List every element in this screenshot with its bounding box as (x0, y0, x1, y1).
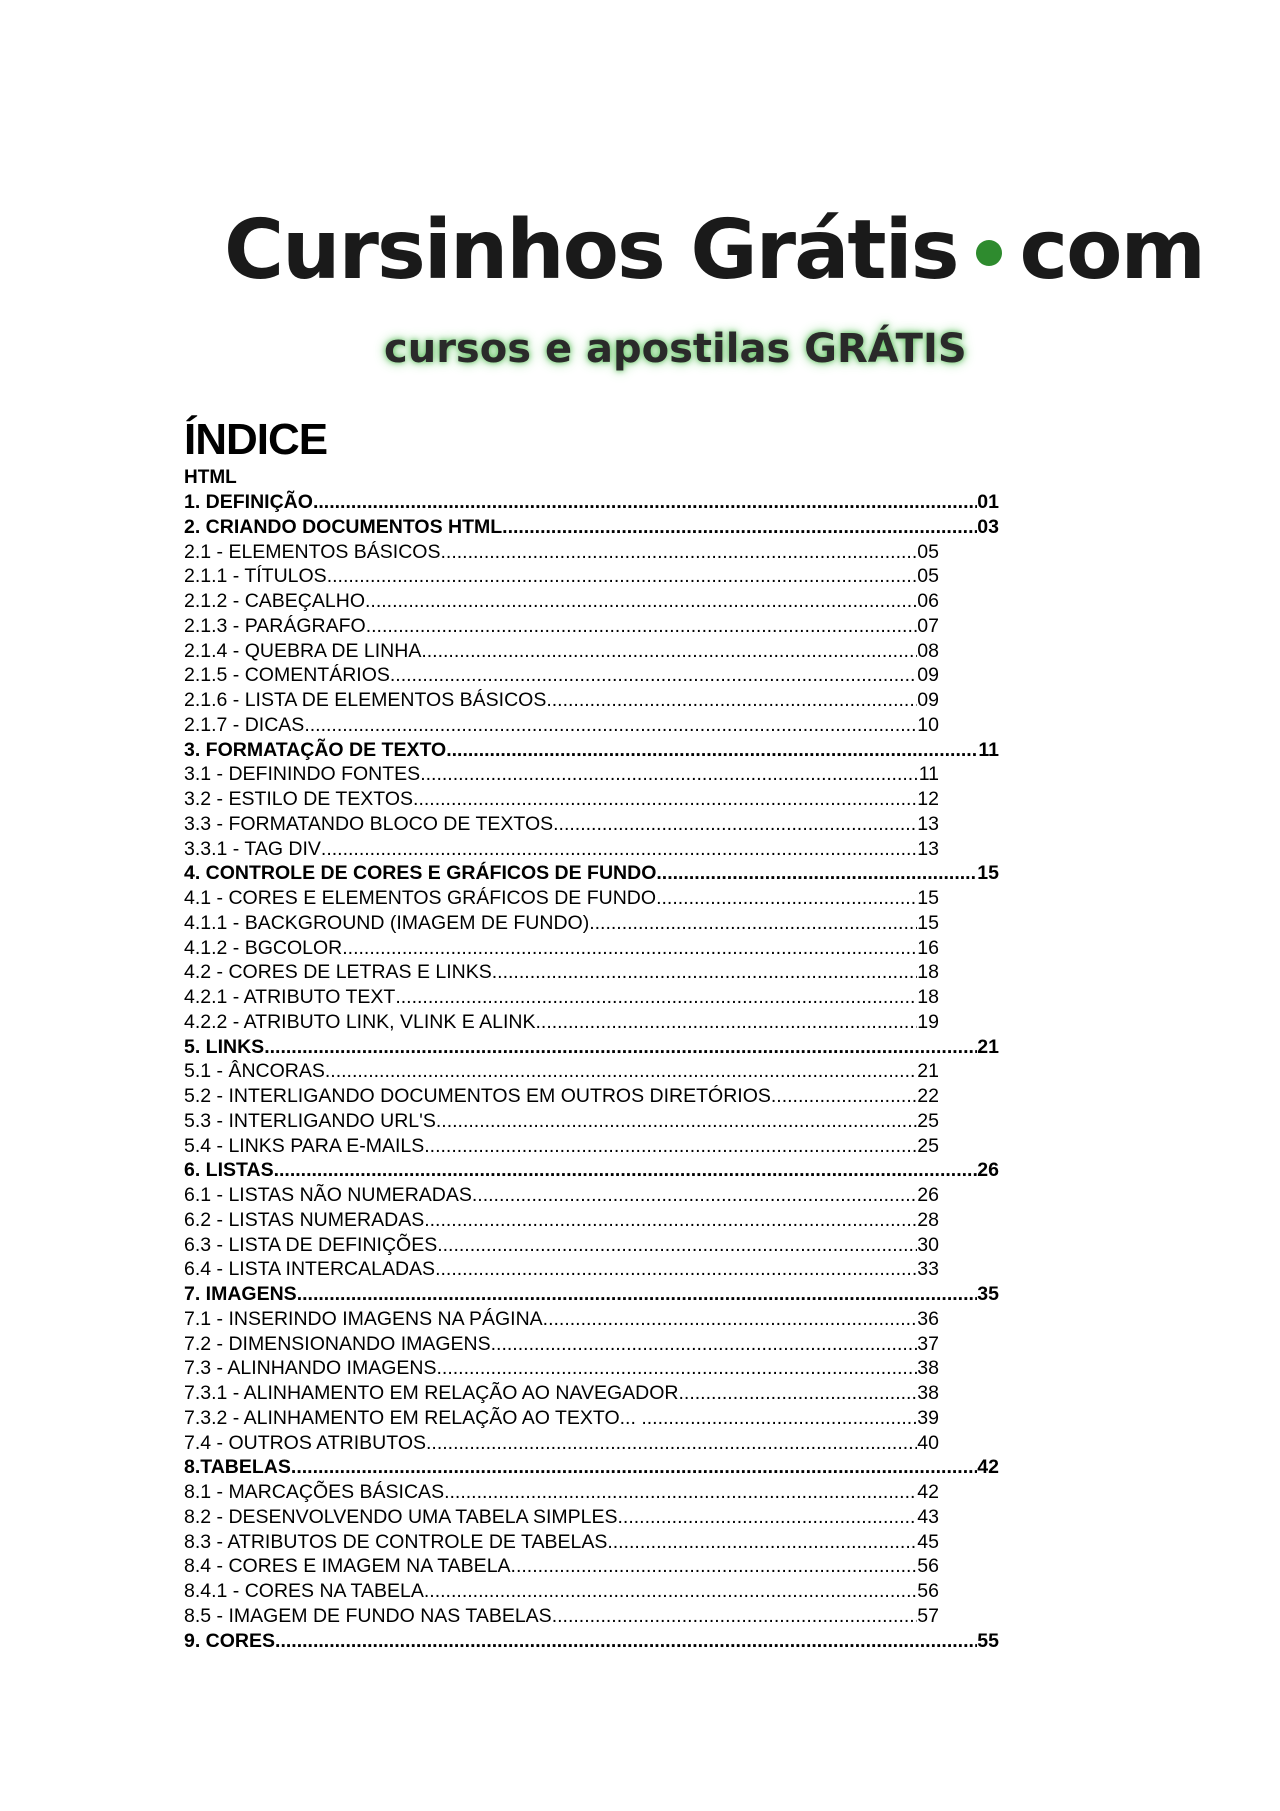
toc-entry-label (184, 564, 327, 589)
toc-page-number: 26 (977, 1159, 999, 1182)
toc-entry-number: 8.3 (184, 1530, 212, 1553)
toc-leader-dots (536, 1010, 918, 1035)
toc-leader-dots (325, 1059, 917, 1084)
toc-entry-number: 2.1.2 (184, 590, 228, 612)
toc-page-number: 16 (917, 936, 939, 959)
toc-leader-dots (436, 1109, 917, 1134)
toc-leader-dots (446, 738, 978, 763)
toc-entry-title: - LISTA DE DEFINIÇÕES (211, 1233, 438, 1256)
toc-page-number: 21 (917, 1060, 939, 1083)
toc-page-number: 13 (917, 837, 939, 860)
toc-subsection-entry[interactable] (184, 1134, 939, 1159)
toc-leader-dots (589, 911, 917, 936)
toc-entry-label (184, 1233, 437, 1258)
toc-subsection-entry[interactable] (184, 1084, 939, 1109)
toc-entry-number: 2.1.5 (184, 664, 228, 687)
toc-entry-title: - ESTILO DE TEXTOS (211, 788, 414, 810)
toc-page-number: 57 (917, 1604, 939, 1627)
toc-subsection-entry[interactable] (184, 1381, 939, 1406)
toc-page-number: 15 (977, 862, 999, 885)
toc-entry-title: - BACKGROUND (IMAGEM DE FUNDO) (227, 911, 590, 934)
toc-entry-label (184, 1604, 552, 1629)
toc-entry-label (184, 1530, 607, 1555)
toc-entry-label (184, 936, 342, 961)
toc-page-number: 40 (917, 1431, 939, 1454)
toc-page-number: 05 (917, 565, 939, 588)
toc-leader-dots (607, 1530, 917, 1555)
toc-entry-number: 4.1.2 (184, 936, 228, 959)
toc-entry-label (184, 812, 553, 837)
toc-subsection-entry[interactable] (184, 1257, 939, 1282)
toc-entry-number: 5.4 (184, 1134, 212, 1157)
toc-entry-label (184, 1059, 325, 1084)
toc-entry-title: - BGCOLOR (227, 936, 343, 959)
toc-page-number: 30 (917, 1233, 939, 1256)
toc-subsection-entry[interactable] (184, 1233, 939, 1258)
toc-entry-label (184, 1332, 491, 1357)
toc-entry-label (184, 762, 420, 787)
toc-entry-title: - DEFININDO FONTES (211, 763, 421, 786)
toc-entry-title: LINKS (200, 1035, 265, 1058)
toc-subsection-entry[interactable] (184, 1332, 939, 1357)
toc-entry-number: 4. (184, 862, 201, 885)
toc-entry-title: - INTERLIGANDO URL'S (211, 1109, 436, 1132)
toc-chapter-entry[interactable] (184, 738, 999, 763)
toc-page-number: 05 (917, 540, 939, 563)
toc-chapter-entry[interactable] (184, 1282, 999, 1307)
toc-leader-dots (618, 1505, 918, 1530)
toc-entry-label (184, 1554, 511, 1579)
toc-entry-label (184, 1381, 679, 1406)
toc-subsection-entry[interactable] (184, 762, 939, 787)
section-heading: HTML (184, 467, 237, 488)
logo-tagline: cursos e apostilas GRÁTIS (384, 326, 967, 372)
toc-page-number: 08 (917, 639, 939, 662)
toc-entry-title: CORES (200, 1629, 276, 1652)
toc-leader-dots (297, 1282, 978, 1307)
toc-entry-number: 3.2 (184, 788, 212, 810)
logo-name: Cursinhos Grátis (224, 203, 958, 298)
toc-subsection-entry[interactable] (184, 1010, 939, 1035)
toc-leader-dots (291, 1455, 977, 1480)
toc-entry-title: - CABEÇALHO (227, 590, 365, 612)
toc-entry-title: IMAGENS (200, 1283, 297, 1305)
toc-entry-number: 7.2 (184, 1332, 212, 1355)
toc-entry-title: - OUTROS ATRIBUTOS (211, 1431, 426, 1454)
toc-page-number: 56 (917, 1580, 939, 1602)
toc-entry-title: - CORES NA TABELA (227, 1580, 424, 1602)
toc-entry-title: - PARÁGRAFO (227, 614, 366, 637)
toc-page-number: 15 (917, 911, 939, 934)
toc-subsection-entry[interactable] (184, 886, 939, 911)
toc-entry-number: 3.3.1 (184, 837, 228, 860)
toc-page-number: 33 (917, 1258, 939, 1281)
toc-subsection-entry[interactable] (184, 1183, 939, 1208)
toc-page-number: 12 (917, 788, 939, 810)
toc-page-number: 06 (917, 590, 939, 612)
toc-entry-title: - TÍTULOS (227, 565, 327, 588)
toc-entry-number: 8.2 (184, 1505, 212, 1528)
toc-leader-dots (366, 614, 918, 639)
toc-entry-number: 2.1.4 (184, 639, 228, 662)
toc-entry-number: 4.1.1 (184, 911, 228, 934)
toc-subsection-entry[interactable] (184, 540, 939, 565)
toc-subsection-entry[interactable] (184, 1307, 939, 1332)
toc-leader-dots (491, 1332, 918, 1357)
toc-entry-number: 1. (184, 491, 201, 513)
toc-entry-title: - LINKS PARA E-MAILS (211, 1134, 425, 1157)
toc-page-number: 42 (917, 1481, 939, 1503)
toc-entry-title: DEFINIÇÃO (200, 491, 313, 513)
toc-entry-title: TABELAS (200, 1456, 291, 1479)
toc-entry-label (184, 688, 546, 713)
toc-page-number: 15 (917, 887, 939, 909)
toc-entry-number: 8.4.1 (184, 1580, 228, 1602)
toc-entry-number: 2.1.1 (184, 565, 228, 588)
toc-entry-label (184, 614, 366, 639)
toc-page-number: 25 (917, 1109, 939, 1132)
toc-leader-dots (365, 589, 917, 614)
toc-page-number: 38 (917, 1382, 939, 1404)
toc-entry-title: - INTERLIGANDO DOCUMENTOS EM OUTROS DIRETÓRIOS (211, 1085, 771, 1107)
toc-page-number: 18 (917, 961, 939, 984)
logo-dot-icon (976, 240, 1002, 266)
toc-entry-number: 7.1 (184, 1307, 212, 1330)
toc-leader-dots (656, 886, 917, 911)
toc-entry-title: - ÂNCORAS (211, 1060, 325, 1083)
toc-entry-number: 9. (184, 1629, 201, 1652)
toc-entry-number: 3.3 (184, 812, 212, 835)
toc-leader-dots (771, 1084, 917, 1109)
toc-entry-number: 6. (184, 1159, 201, 1182)
toc-entry-title: - COMENTÁRIOS (227, 664, 390, 687)
toc-entry-label (184, 861, 656, 886)
toc-entry-title: - ELEMENTOS BÁSICOS (211, 540, 441, 563)
toc-subsection-entry[interactable] (184, 589, 939, 614)
toc-subsection-entry[interactable] (184, 787, 939, 812)
toc-entry-label (184, 1480, 444, 1505)
toc-entry-label (184, 1282, 297, 1307)
toc-leader-dots (679, 1381, 918, 1406)
toc-entry-label (184, 837, 321, 862)
toc-page-number: 25 (917, 1134, 939, 1157)
toc-subsection-entry[interactable] (184, 960, 939, 985)
toc-entry-title: - CORES E ELEMENTOS GRÁFICOS DE FUNDO (211, 887, 657, 909)
toc-entry-title: FORMATAÇÃO DE TEXTO (200, 738, 447, 761)
toc-leader-dots (552, 1604, 918, 1629)
toc-chapter-entry[interactable] (184, 1629, 999, 1654)
toc-entry-number: 2.1 (184, 540, 212, 563)
toc-subsection-entry[interactable] (184, 1059, 939, 1084)
toc-leader-dots (553, 812, 917, 837)
toc-entry-label (184, 1431, 426, 1456)
toc-entry-number: 8. (184, 1456, 201, 1479)
toc-leader-dots (321, 837, 917, 862)
toc-entry-label (184, 663, 390, 688)
toc-page-number: 10 (917, 713, 939, 736)
toc-entry-title: - TAG DIV (227, 837, 321, 860)
toc-page-number: 03 (977, 515, 999, 538)
toc-entry-title: - ALINHANDO IMAGENS (211, 1357, 437, 1380)
toc-page-number: 43 (917, 1505, 939, 1528)
toc-entry-number: 4.2.1 (184, 986, 228, 1008)
toc-leader-dots (656, 861, 977, 886)
toc-subsection-entry[interactable] (184, 1431, 939, 1456)
toc-entry-title: CRIANDO DOCUMENTOS HTML (200, 515, 503, 538)
toc-subsection-entry[interactable] (184, 1356, 939, 1381)
toc-entry-label (184, 1208, 424, 1233)
toc-entry-number: 7.3.2 (184, 1406, 228, 1429)
toc-entry-label (184, 1158, 274, 1183)
toc-entry-label (184, 639, 421, 664)
toc-page-number: 39 (917, 1406, 939, 1429)
toc-entry-number: 4.2.2 (184, 1010, 228, 1033)
toc-entry-title: - DIMENSIONANDO IMAGENS (211, 1332, 491, 1355)
toc-entry-title: - ATRIBUTO LINK, VLINK E ALINK (227, 1010, 536, 1033)
toc-chapter-entry[interactable] (184, 861, 999, 886)
toc-leader-dots (395, 985, 917, 1010)
toc-entry-label (184, 1257, 435, 1282)
toc-entry-label (184, 1356, 436, 1381)
toc-page-number: 09 (917, 689, 939, 711)
toc-page-number: 19 (917, 1010, 939, 1033)
toc-leader-dots (641, 1406, 917, 1431)
toc-entry-number: 6.1 (184, 1184, 212, 1206)
toc-entry-number: 8.4 (184, 1555, 212, 1578)
table-of-contents (184, 490, 1004, 1653)
toc-page-number: 37 (917, 1332, 939, 1355)
toc-entry-label (184, 1109, 436, 1134)
toc-entry-label (184, 589, 365, 614)
toc-leader-dots (543, 1307, 918, 1332)
toc-entry-number: 7. (184, 1283, 201, 1305)
toc-entry-number: 7.3 (184, 1357, 212, 1380)
index-content (184, 414, 1004, 1653)
toc-page-number: 07 (917, 614, 939, 637)
toc-page-number: 55 (977, 1629, 999, 1652)
toc-entry-label (184, 540, 440, 565)
toc-leader-dots (437, 1233, 917, 1258)
toc-entry-label (184, 787, 413, 812)
toc-entry-title: - MARCAÇÕES BÁSICAS (211, 1481, 445, 1503)
toc-entry-title: - LISTAS NUMERADAS (211, 1208, 425, 1231)
toc-entry-number: 7.3.1 (184, 1382, 228, 1404)
toc-entry-title: - LISTA DE ELEMENTOS BÁSICOS (227, 689, 547, 711)
toc-entry-label (184, 1505, 618, 1530)
toc-entry-number: 8.1 (184, 1481, 212, 1503)
toc-leader-dots (304, 713, 917, 738)
toc-subsection-entry[interactable] (184, 1208, 939, 1233)
toc-subsection-entry[interactable] (184, 614, 939, 639)
toc-entry-number: 2.1.6 (184, 689, 228, 711)
toc-subsection-entry[interactable] (184, 812, 939, 837)
toc-entry-label (184, 1579, 424, 1604)
toc-page-number: 11 (978, 738, 999, 761)
toc-entry-label (184, 1629, 275, 1654)
toc-subsection-entry[interactable] (184, 1505, 939, 1530)
toc-subsection-entry[interactable] (184, 936, 939, 961)
toc-entry-title: - DESENVOLVENDO UMA TABELA SIMPLES (211, 1505, 618, 1528)
toc-entry-number: 5.3 (184, 1109, 212, 1132)
toc-leader-dots (421, 639, 917, 664)
toc-entry-number: 4.2 (184, 961, 212, 984)
toc-subsection-entry[interactable] (184, 663, 939, 688)
toc-page-number: 09 (917, 664, 939, 687)
logo-wordmark (224, 196, 1204, 306)
toc-chapter-entry[interactable] (184, 490, 999, 515)
toc-entry-number: 3. (184, 738, 201, 761)
toc-entry-number: 5. (184, 1035, 201, 1058)
toc-entry-label (184, 713, 304, 738)
toc-subsection-entry[interactable] (184, 639, 939, 664)
toc-entry-title: LISTAS (200, 1159, 274, 1182)
toc-subsection-entry[interactable] (184, 837, 939, 862)
toc-page-number: 21 (977, 1035, 999, 1058)
toc-page-number: 13 (917, 812, 939, 835)
toc-leader-dots (436, 1356, 917, 1381)
toc-entry-number: 2.1.3 (184, 614, 228, 637)
toc-leader-dots (424, 1208, 917, 1233)
toc-page-number: 45 (917, 1530, 939, 1553)
toc-entry-label (184, 960, 492, 985)
toc-leader-dots (435, 1257, 917, 1282)
toc-page-number: 56 (917, 1555, 939, 1578)
toc-entry-number: 4.1 (184, 887, 212, 909)
toc-entry-title: - CORES E IMAGEM NA TABELA (211, 1555, 511, 1578)
toc-page-number: 01 (977, 491, 999, 513)
toc-page-number: 42 (977, 1456, 999, 1479)
toc-entry-number: 6.2 (184, 1208, 212, 1231)
logo-domain: com (1019, 203, 1204, 298)
toc-entry-label (184, 1455, 291, 1480)
toc-entry-label (184, 738, 446, 763)
toc-page-number: 26 (917, 1184, 939, 1206)
toc-leader-dots (413, 787, 917, 812)
toc-leader-dots (390, 663, 917, 688)
toc-subsection-entry[interactable] (184, 564, 939, 589)
toc-entry-label (184, 1010, 536, 1035)
toc-entry-number: 6.4 (184, 1258, 212, 1281)
toc-leader-dots (472, 1183, 917, 1208)
toc-chapter-entry[interactable] (184, 1455, 999, 1480)
toc-page-number: 36 (917, 1307, 939, 1330)
toc-leader-dots (275, 1629, 977, 1654)
toc-entry-title: - ATRIBUTOS DE CONTROLE DE TABELAS (211, 1530, 608, 1553)
toc-chapter-entry[interactable] (184, 1158, 999, 1183)
toc-page-number: 38 (917, 1357, 939, 1380)
toc-subsection-entry[interactable] (184, 911, 939, 936)
toc-leader-dots (440, 540, 917, 565)
toc-page-number: 18 (917, 986, 939, 1008)
toc-chapter-entry[interactable] (184, 515, 999, 540)
toc-entry-number: 2. (184, 515, 201, 538)
toc-entry-title: - ATRIBUTO TEXT (227, 986, 396, 1008)
toc-entry-number: 8.5 (184, 1604, 212, 1627)
toc-entry-label (184, 490, 313, 515)
toc-entry-label (184, 886, 656, 911)
toc-entry-label (184, 1406, 641, 1431)
toc-leader-dots (444, 1480, 917, 1505)
toc-entry-number: 3.1 (184, 763, 212, 786)
toc-subsection-entry[interactable] (184, 1579, 939, 1604)
toc-subsection-entry[interactable] (184, 1530, 939, 1555)
toc-entry-title: - INSERINDO IMAGENS NA PÁGINA (211, 1307, 543, 1330)
toc-entry-title: - FORMATANDO BLOCO DE TEXTOS (211, 812, 554, 835)
toc-leader-dots (492, 960, 918, 985)
toc-entry-label (184, 1134, 424, 1159)
toc-subsection-entry[interactable] (184, 713, 939, 738)
toc-page-number: 22 (917, 1085, 939, 1107)
toc-page-number: 28 (917, 1208, 939, 1231)
toc-entry-label (184, 911, 589, 936)
toc-entry-title: - QUEBRA DE LINHA (227, 639, 422, 662)
toc-entry-title: - ALINHAMENTO EM RELAÇÃO AO NAVEGADOR (227, 1382, 679, 1404)
toc-entry-number: 5.1 (184, 1060, 212, 1083)
toc-page-number: 35 (977, 1283, 999, 1305)
toc-leader-dots (424, 1579, 917, 1604)
toc-entry-title: - ALINHAMENTO EM RELAÇÃO AO TEXTO... (227, 1406, 642, 1429)
toc-leader-dots (426, 1431, 917, 1456)
toc-entry-label (184, 1307, 543, 1332)
toc-leader-dots (420, 762, 919, 787)
toc-subsection-entry[interactable] (184, 1604, 939, 1629)
toc-entry-number: 5.2 (184, 1085, 212, 1107)
toc-leader-dots (274, 1158, 978, 1183)
toc-subsection-entry[interactable] (184, 1109, 939, 1134)
toc-entry-title: CONTROLE DE CORES E GRÁFICOS DE FUNDO (200, 862, 657, 885)
toc-leader-dots (313, 490, 977, 515)
toc-chapter-entry[interactable] (184, 1035, 999, 1060)
toc-leader-dots (511, 1554, 918, 1579)
toc-subsection-entry[interactable] (184, 688, 939, 713)
toc-entry-label (184, 1084, 771, 1109)
toc-entry-title: - DICAS (227, 713, 305, 736)
toc-leader-dots (546, 688, 917, 713)
toc-leader-dots (327, 564, 918, 589)
toc-entry-number: 7.4 (184, 1431, 212, 1454)
toc-leader-dots (502, 515, 977, 540)
toc-entry-number: 6.3 (184, 1233, 212, 1256)
site-logo (224, 196, 1204, 396)
toc-leader-dots (424, 1134, 917, 1159)
toc-leader-dots (264, 1035, 977, 1060)
toc-page-number: 11 (918, 763, 939, 786)
toc-subsection-entry[interactable] (184, 1406, 939, 1431)
toc-entry-label (184, 1183, 472, 1208)
toc-leader-dots (342, 936, 917, 961)
toc-entry-title: - CORES DE LETRAS E LINKS (211, 961, 492, 984)
toc-subsection-entry[interactable] (184, 985, 939, 1010)
toc-entry-label (184, 515, 502, 540)
page-title: ÍNDICE (184, 415, 328, 464)
toc-entry-title: - LISTA INTERCALADAS (211, 1258, 436, 1281)
toc-entry-label (184, 985, 395, 1010)
toc-entry-number: 2.1.7 (184, 713, 228, 736)
toc-subsection-entry[interactable] (184, 1480, 939, 1505)
toc-entry-title: - IMAGEM DE FUNDO NAS TABELAS (211, 1604, 552, 1627)
toc-entry-title: - LISTAS NÃO NUMERADAS (211, 1184, 472, 1206)
toc-entry-label (184, 1035, 264, 1060)
toc-subsection-entry[interactable] (184, 1554, 939, 1579)
